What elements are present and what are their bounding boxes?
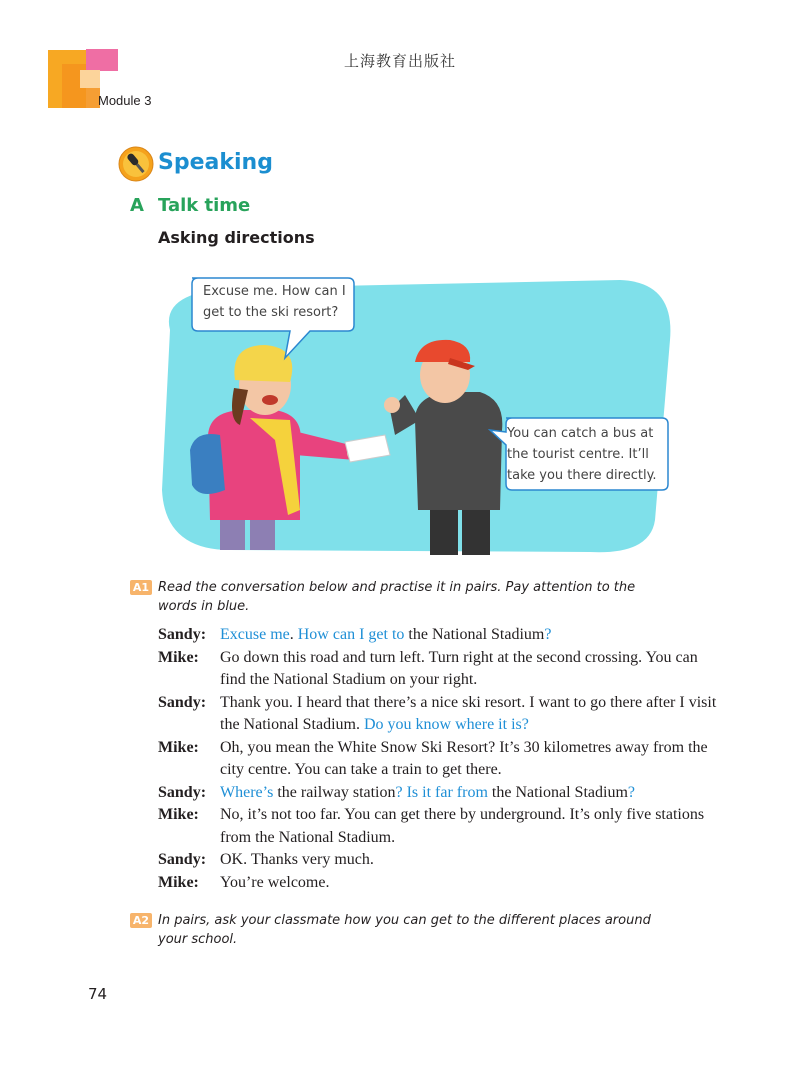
speech-text bbox=[220, 624, 718, 647]
speech-bubble-boy bbox=[507, 423, 665, 486]
speech-segment: the National Stadium bbox=[404, 626, 545, 643]
speaker-name: Mike: bbox=[158, 873, 199, 891]
section-subtitle: Asking directions bbox=[158, 228, 315, 247]
dialogue-line bbox=[158, 692, 718, 737]
instruction-a2: In pairs, ask your classmate how you can get to the different places around your school. bbox=[158, 913, 651, 947]
speaker-name: Mike: bbox=[158, 738, 199, 756]
speech-text bbox=[220, 872, 718, 895]
dialogue-line bbox=[158, 872, 718, 895]
module-label: Module 3 bbox=[98, 93, 152, 108]
speech-segment: Go down this road and turn left. Turn right at the second crossing. You can find the National Stadium on your right. bbox=[220, 648, 698, 688]
microphone-icon bbox=[118, 146, 154, 182]
badge-a1: A1 bbox=[130, 580, 152, 595]
dialogue-line bbox=[158, 849, 718, 872]
dialogue-line bbox=[158, 737, 718, 782]
bubble2-line-2: the tourist centre. It’ll bbox=[507, 447, 649, 462]
key-phrase: How can I get to bbox=[297, 626, 405, 643]
speaker-name: Sandy: bbox=[158, 626, 207, 643]
speaker-name: Sandy: bbox=[158, 693, 207, 711]
speech-text bbox=[220, 782, 718, 805]
speech-text bbox=[220, 647, 718, 692]
speech-segment: Oh, you mean the White Snow Ski Resort? It’s 30 kilometres away from the city centre. You can take a train to get there. bbox=[220, 738, 708, 778]
dialogue-line bbox=[158, 782, 718, 805]
bubble1-line-2: get to the ski resort? bbox=[203, 305, 339, 320]
dialogue-line bbox=[158, 804, 718, 849]
speech-segment: No, it’s not too far. You can get there by underground. It’s only five stations from the National Stadium. bbox=[220, 806, 705, 846]
dialogue-line bbox=[158, 647, 718, 692]
speaker-name: Sandy: bbox=[158, 851, 207, 868]
bubble2-line-1: You can catch a bus at bbox=[507, 426, 654, 441]
speaker-name: Mike: bbox=[158, 648, 199, 666]
speaker-name: Mike: bbox=[158, 806, 199, 823]
bubble1-line-1: Excuse me. How can I bbox=[203, 284, 346, 299]
bubble2-line-3: take you there directly. bbox=[507, 468, 657, 483]
key-phrase: ? bbox=[544, 626, 552, 643]
page-number: 74 bbox=[88, 985, 108, 1003]
publisher-name: 上海教育出版社 bbox=[343, 52, 456, 70]
speech-segment: Thank you. I heard that there’s a nice ski resort. I want to go there after I visit the National Stadium. bbox=[220, 693, 717, 733]
speech-text bbox=[220, 849, 718, 872]
speech-segment: the railway station bbox=[273, 783, 396, 801]
badge-a2: A2 bbox=[130, 913, 152, 928]
dialogue-line bbox=[158, 624, 718, 647]
key-phrase: Where’s bbox=[220, 783, 274, 801]
dialogue bbox=[158, 624, 718, 894]
section-letter: A bbox=[130, 195, 144, 216]
speech-text bbox=[220, 692, 718, 737]
speech-bubble-girl bbox=[203, 281, 353, 323]
speech-text bbox=[220, 737, 718, 782]
speech-segment: . bbox=[289, 626, 298, 643]
key-phrase: ? bbox=[627, 783, 635, 801]
instruction-a1: Read the conversation below and practise it in pairs. Pay attention to the words in blue. bbox=[158, 580, 636, 614]
speech-segment: OK. Thanks very much. bbox=[220, 851, 374, 868]
key-phrase: Excuse me bbox=[220, 626, 290, 643]
key-phrase: Do you know where it is? bbox=[363, 716, 529, 733]
section-speaking-title: Speaking bbox=[158, 150, 273, 175]
key-phrase: ? Is it far from bbox=[395, 783, 488, 801]
speaker-name: Sandy: bbox=[158, 783, 207, 801]
speech-segment: the National Stadium bbox=[487, 783, 628, 801]
speech-text bbox=[220, 804, 718, 849]
section-title: Talk time bbox=[158, 195, 251, 216]
corner-block-light bbox=[80, 70, 100, 88]
speech-segment: You’re welcome. bbox=[220, 873, 330, 891]
